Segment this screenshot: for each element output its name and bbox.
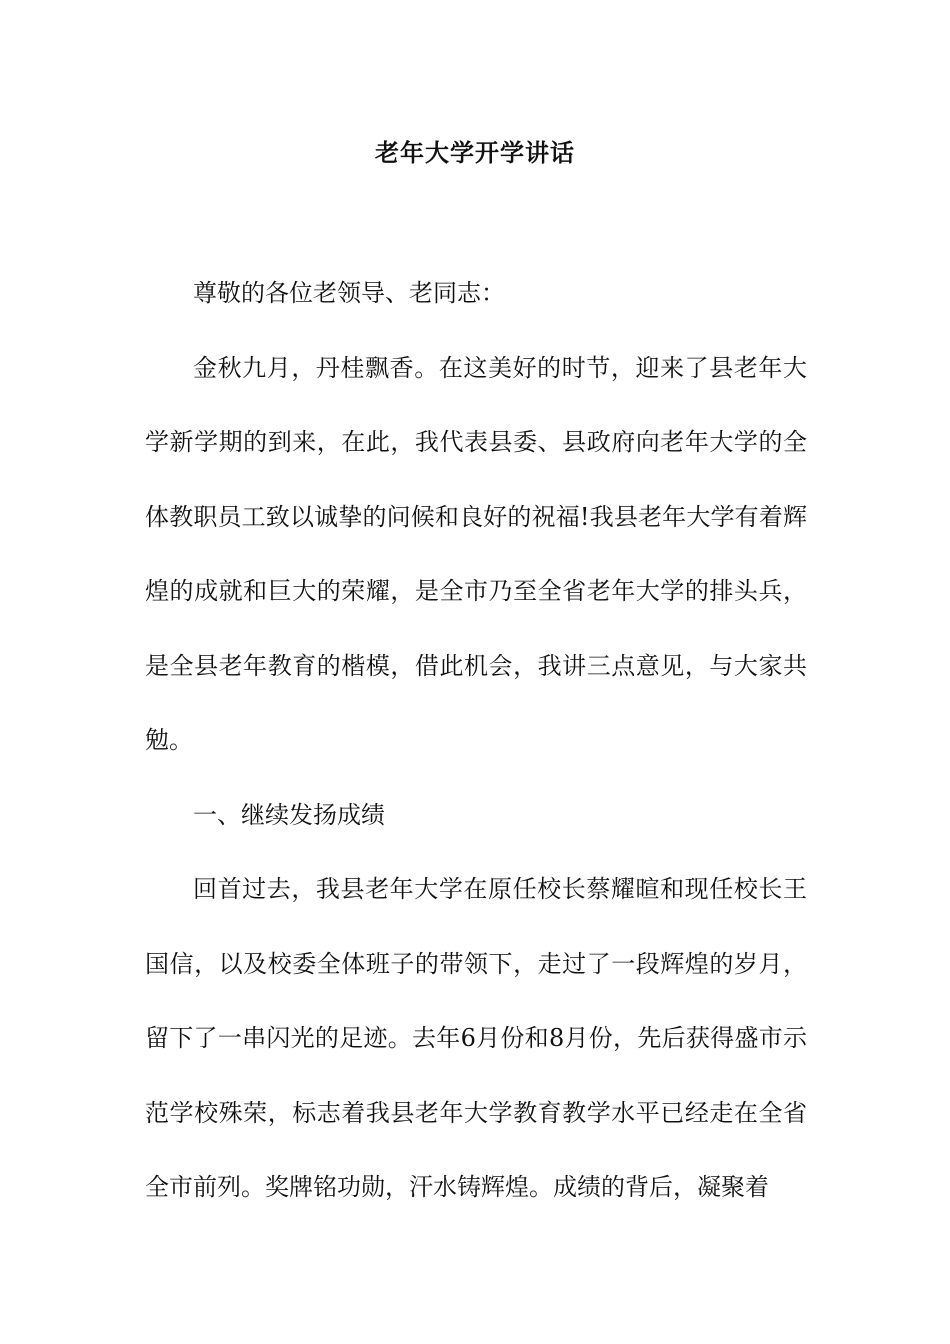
- achievement-paragraph: 回首过去，我县老年大学在原任校长蔡耀暄和现任校长王国信，以及校委全体班子的带领下，走过了一段辉煌的岁月，留下了一串闪光的足迹。去年6月份和8月份，先后获得盛市示范学校殊荣，标志着我县老年大学教育教学水平已经走在全省全市前列。奖牌铭功勋，汗水铸辉煌。成绩的背后，凝聚着: [145, 875, 807, 1201]
- salutation-paragraph: 尊敬的各位老领导、老同志：: [193, 279, 505, 307]
- section-heading: 一、继续发扬成绩: [193, 800, 385, 829]
- opening-paragraph: 金秋九月，丹桂飘香。在这美好的时节，迎来了县老年大学新学期的到来，在此，我代表县委、县政府向老年大学的全体教职员工致以诚挚的问候和良好的祝福!我县老年大学有着辉煌的成就和巨大的荣耀，是全市乃至全省老年大学的排头兵，是全县老年教育的楷模，借此机会，我讲三点意见，与大家共勉。: [145, 353, 807, 754]
- document-body: [145, 256, 807, 1225]
- document-title: 老年大学开学讲话: [375, 138, 575, 167]
